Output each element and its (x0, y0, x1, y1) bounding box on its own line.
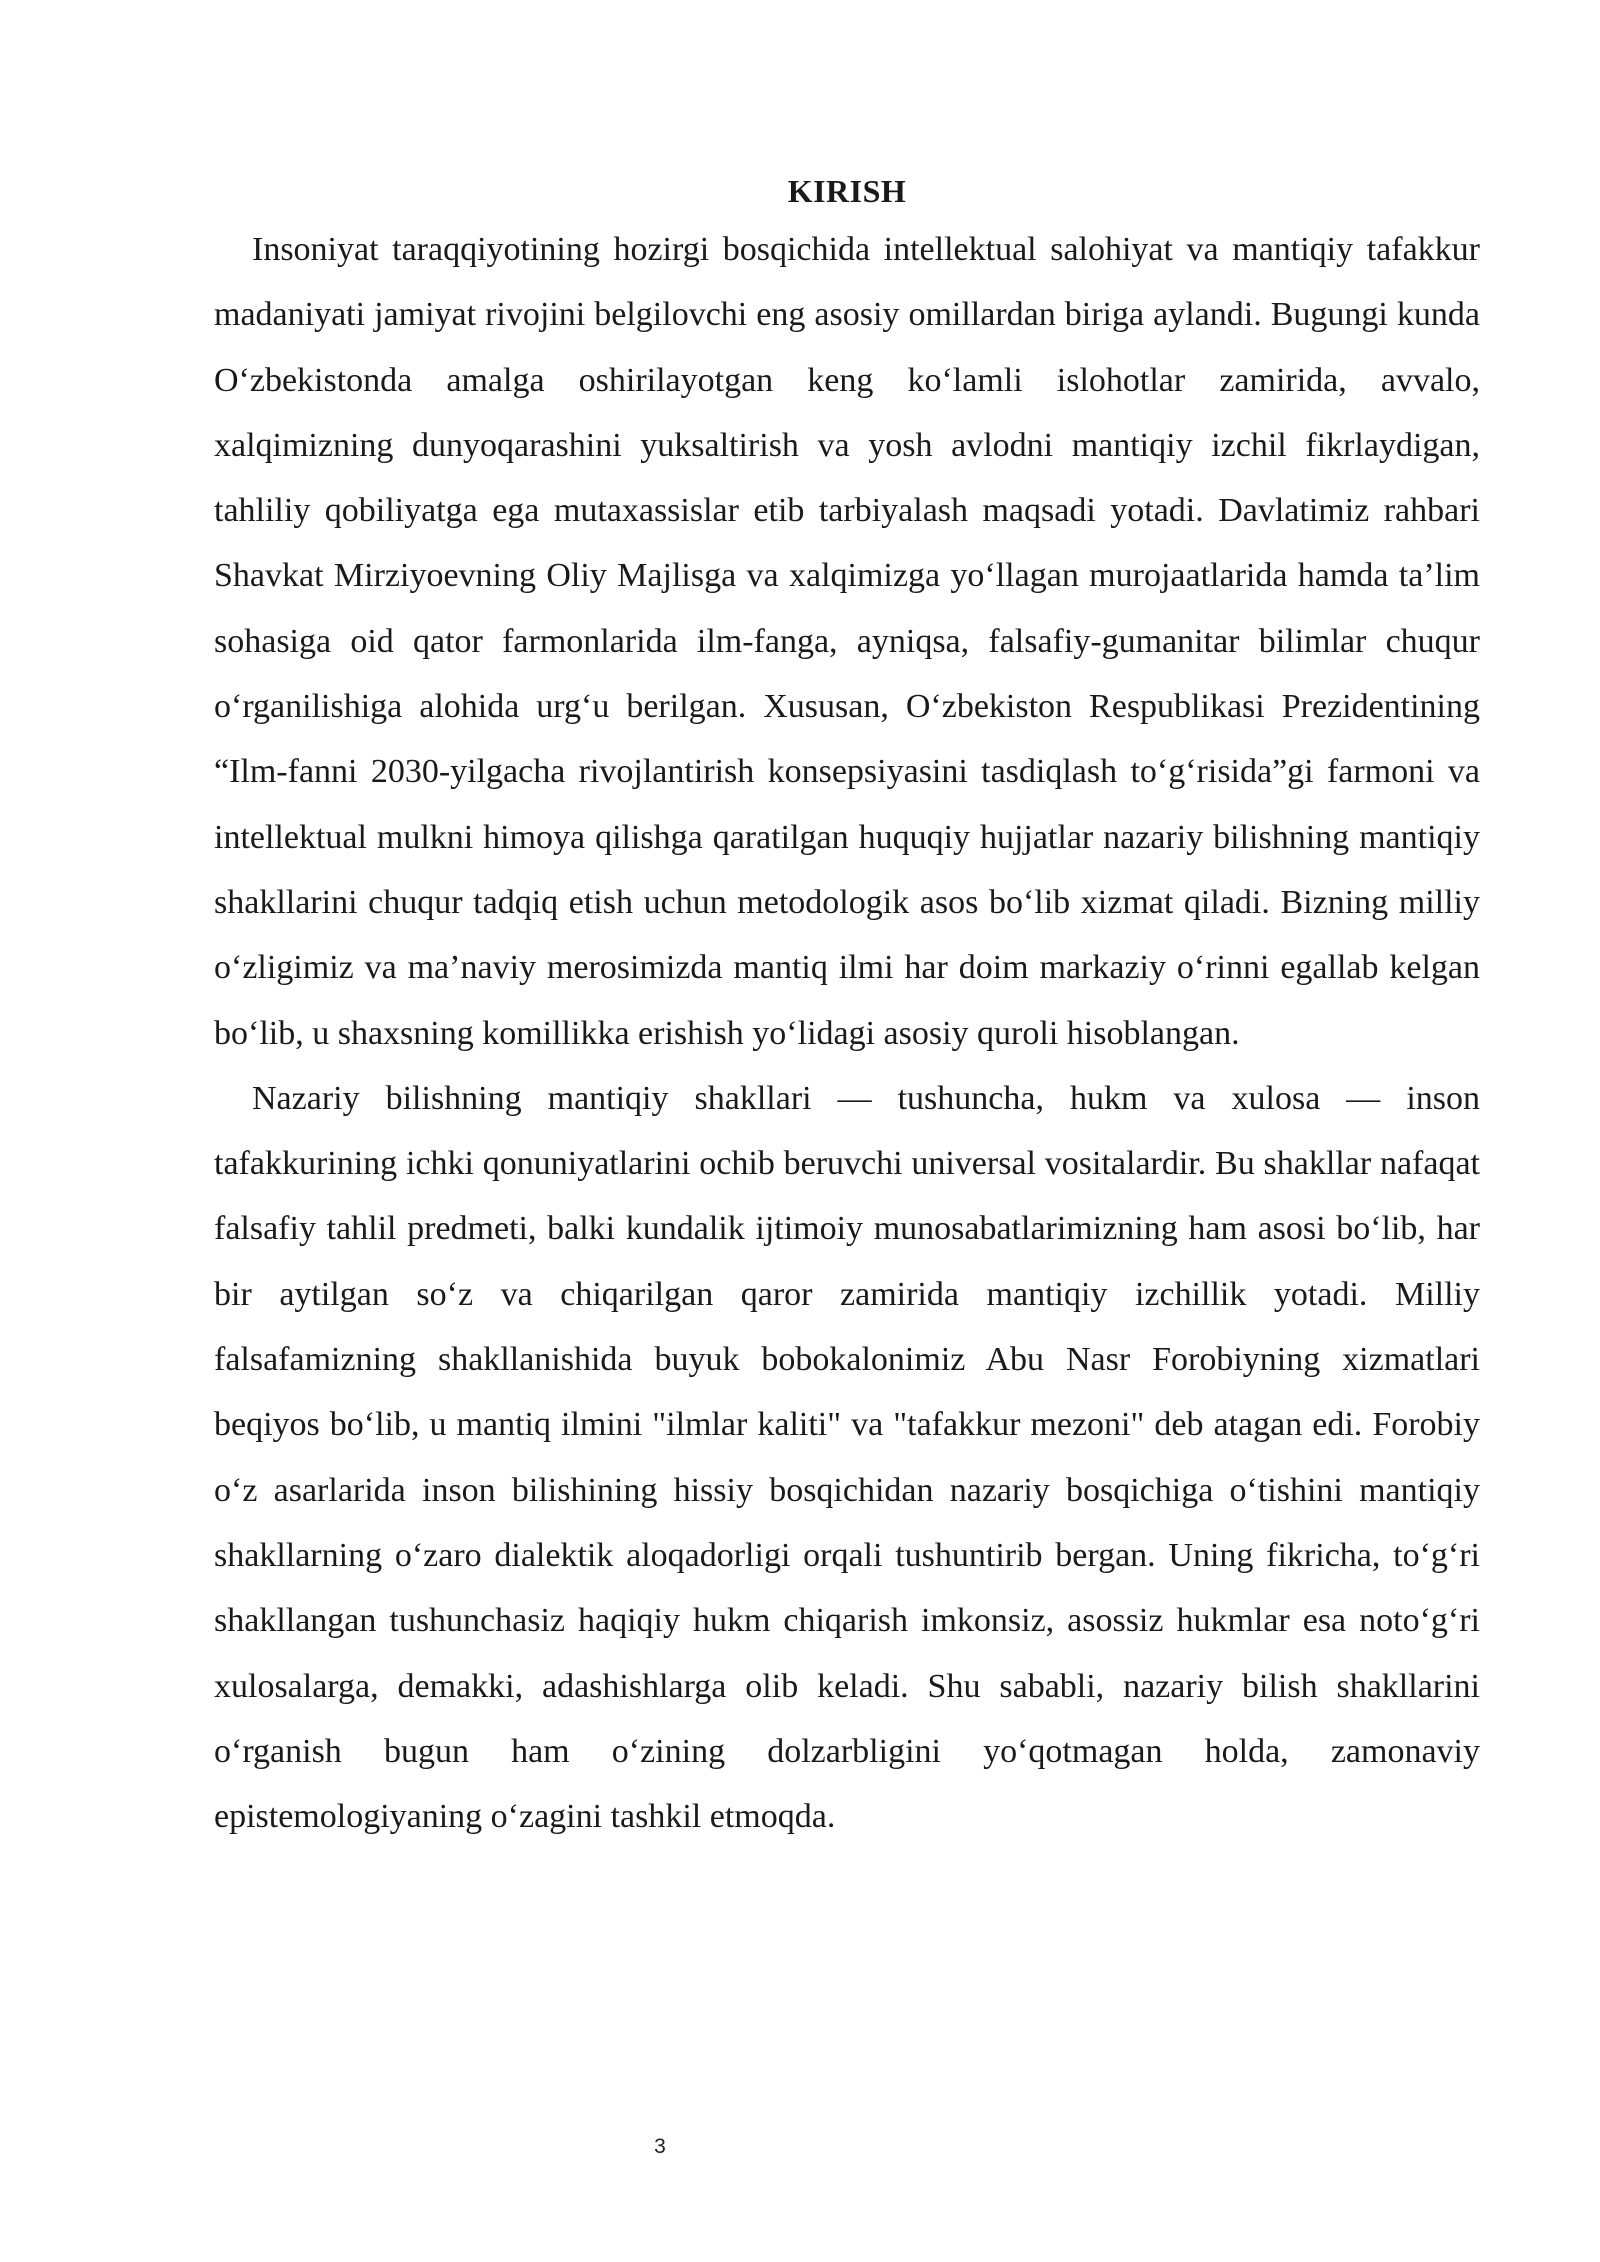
paragraph-1: Insoniyat taraqqiyotining hozirgi bosqichida intellektual salohiyat va mantiqiy tafakkur madaniyati jamiyat rivojini belgilovchi eng asosiy omillardan biriga aylandi. Bugungi kunda O‘zbekistonda amalga oshirilayotgan keng ko‘lamli islohotlar zamirida, avvalo, xalqimizning dunyoqarashini yuksaltirish va yosh avlodni mantiqiy izchil fikrlaydigan, tahliliy qobiliyatga ega mutaxassislar etib tarbiyalash maqsadi yotadi. Davlatimiz rahbari Shavkat Mirziyoevning Oliy Majlisga va xalqimizga yo‘llagan murojaatlarida hamda ta’lim sohasiga oid qator farmonlarida ilm-fanga, ayniqsa, falsafiy-gumanitar bilimlar chuqur o‘rganilishiga alohida urg‘u berilgan. Xususan, O‘zbekiston Respublikasi Prezidentining “Ilm-fanni 2030-yilgacha rivojlantirish konsepsiyasini tasdiqlash to‘g‘risida”gi farmoni va intellektual mulkni himoya qilishga qaratilgan huquqiy hujjatlar nazariy bilishning mantiqiy shakllarini chuqur tadqiq etish uchun metodologik asos bo‘lib xizmat qiladi. Bizning milliy o‘zligimiz va ma’naviy merosimizda mantiq ilmi har doim markaziy o‘rinni egallab kelgan bo‘lib, u shaxsning komillikka erishish yo‘lidagi asosiy quroli hisoblangan. (214, 231, 1480, 1052)
page-content (214, 165, 1480, 1849)
page-number: 3 (654, 2135, 666, 2158)
paragraph-2: Nazariy bilishning mantiqiy shakllari — tushuncha, hukm va xulosa — inson tafakkurining ichki qonuniyatlarini ochib beruvchi universal vositalardir. Bu shakllar nafaqat falsafiy tahlil predmeti, balki kundalik ijtimoiy munosabatlarimizning ham asosi bo‘lib, har bir aytilgan so‘z va chiqarilgan qaror zamirida mantiqiy izchillik yotadi. Milliy falsafamizning shakllanishida buyuk bobokalonimiz Abu Nasr Forobiyning xizmatlari beqiyos bo‘lib, u mantiq ilmini "ilmlar kaliti" va "tafakkur mezoni" deb atagan edi. Forobiy o‘z asarlarida inson bilishining hissiy bosqichidan nazariy bosqichiga o‘tishini mantiqiy shakllarning o‘zaro dialektik aloqadorligi orqali tushuntirib bergan. Uning fikricha, to‘g‘ri shakllangan tushunchasiz haqiqiy hukm chiqarish imkonsiz, asossiz hukmlar esa noto‘g‘ri xulosalarga, demakki, adashishlarga olib keladi. Shu sababli, nazariy bilish shakllarini o‘rganish bugun ham o‘zining dolzarbligini yo‘qotmagan holda, zamonaviy epistemologiyaning o‘zagini tashkil etmoqda. (214, 1079, 1480, 1836)
section-heading: KIRISH (787, 173, 907, 209)
